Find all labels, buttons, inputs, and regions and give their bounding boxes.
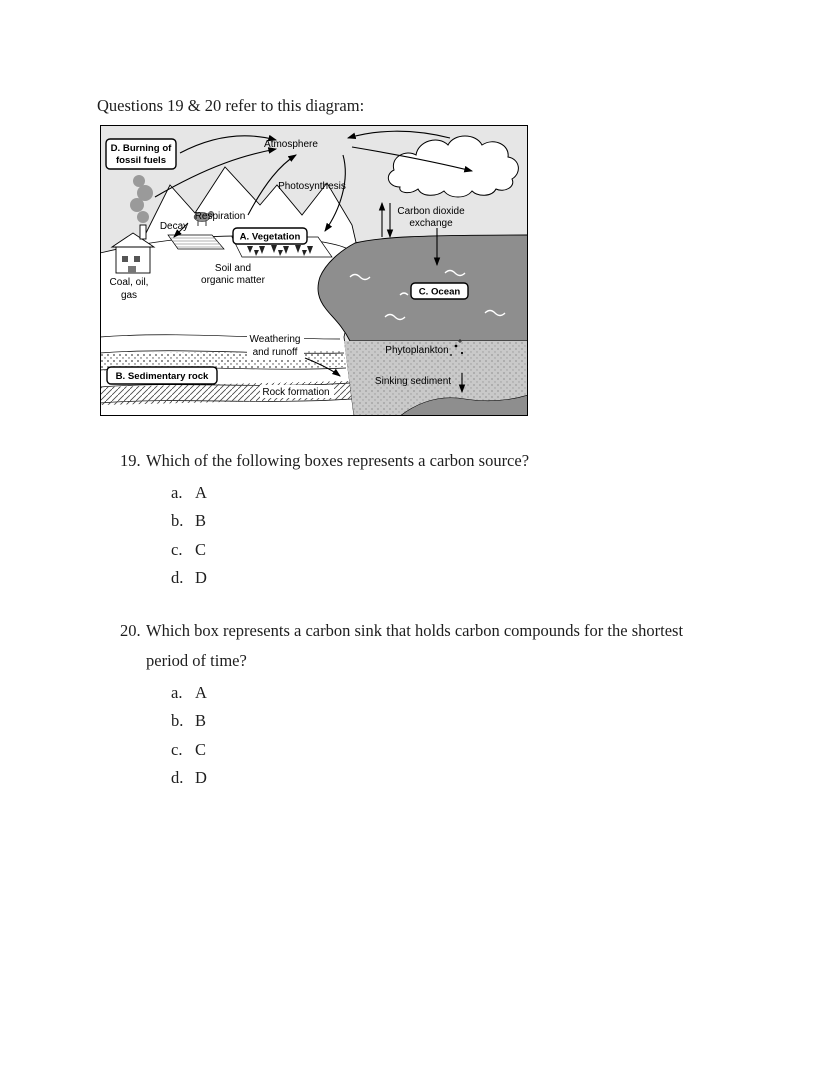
option-20b — [171, 707, 720, 735]
co2-exchange-label-line2: exchange — [409, 218, 453, 229]
box-c — [411, 283, 468, 299]
question-20-number: 20. — [120, 621, 141, 640]
carbon-cycle-svg — [100, 125, 528, 416]
box-d-label-line2: fossil fuels — [115, 155, 167, 166]
box-c-label: C. Ocean — [418, 286, 461, 298]
option-20a — [171, 679, 720, 707]
decay-label: Decay — [159, 221, 189, 232]
option-label: D — [195, 567, 207, 587]
respiration-label: Respiration — [194, 211, 246, 222]
option-label: A — [195, 483, 207, 502]
option-19b — [171, 507, 720, 535]
option-20c — [171, 736, 720, 764]
box-b-label: B. Sedimentary rock — [115, 371, 209, 382]
option-19d — [171, 564, 720, 592]
option-label: A — [195, 683, 207, 702]
soil-label-line2: organic matter — [201, 275, 265, 286]
soil-label-line1: Soil and — [214, 263, 252, 274]
rock-formation-label: Rock formation — [262, 387, 330, 398]
option-label: C — [195, 739, 207, 759]
sinking-sediment-label: Sinking sediment — [374, 376, 452, 387]
option-19a — [171, 479, 720, 507]
question-20-text: Which box represents a carbon sink that holds carbon compounds for the shortest period of time? — [146, 621, 684, 670]
atmosphere-label: Atmosphere — [264, 139, 318, 150]
box-d — [106, 139, 176, 169]
option-letter: c. — [171, 739, 183, 759]
option-letter: a. — [171, 683, 183, 702]
option-letter: d. — [171, 567, 184, 587]
option-label: C — [195, 539, 207, 559]
question-19-options — [120, 479, 720, 592]
option-label: D — [195, 767, 207, 787]
coal-oil-gas-label-line1: Coal, oil, — [109, 277, 149, 288]
option-20d — [171, 764, 720, 792]
weathering-label-line2: and runoff — [252, 347, 298, 358]
option-letter: d. — [171, 767, 184, 787]
option-label: B — [195, 711, 207, 731]
phytoplankton-label: Phytoplankton — [385, 345, 449, 356]
box-d-label-line1: D. Burning of — [110, 143, 172, 154]
question-20-options — [120, 679, 720, 792]
coal-oil-gas-label-line2: gas — [120, 290, 138, 301]
box-a-label: A. Vegetation — [239, 231, 301, 243]
option-letter: b. — [171, 511, 184, 531]
question-19-text: Which of the following boxes represents a carbon source? — [146, 451, 530, 470]
option-letter: c. — [171, 539, 183, 559]
intro-text: Questions 19 & 20 refer to this diagram: — [97, 96, 365, 115]
box-b — [107, 367, 217, 384]
option-letter: a. — [171, 483, 183, 502]
co2-exchange-label-line1: Carbon dioxide — [397, 206, 465, 217]
option-19c — [171, 536, 720, 564]
carbon-cycle-diagram — [100, 125, 528, 416]
photosynthesis-label: Photosynthesis — [278, 181, 346, 192]
option-label: B — [195, 511, 207, 531]
question-19 — [120, 446, 720, 592]
box-a — [233, 228, 307, 244]
weathering-label-line1: Weathering — [249, 334, 301, 345]
question-20 — [120, 616, 720, 792]
question-19-number: 19. — [120, 451, 141, 470]
option-letter: b. — [171, 711, 184, 731]
